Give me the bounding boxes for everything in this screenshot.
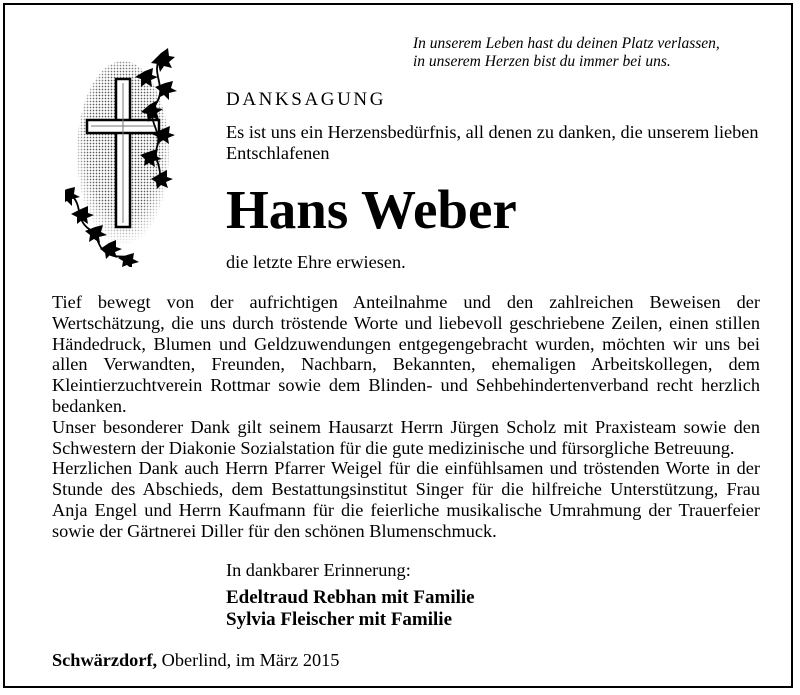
remembrance-line: In dankbarer Erinnerung: xyxy=(226,560,411,580)
place-date xyxy=(52,650,339,671)
place-rest: Oberlind, im März 2015 xyxy=(157,650,340,670)
honor-text: die letzte Ehre erwiesen. xyxy=(226,252,406,272)
motto-line-2: in unserem Herzen bist du immer bei uns. xyxy=(413,53,671,70)
cross-with-ivy-icon xyxy=(65,43,177,267)
heading-danksagung: DANKSAGUNG xyxy=(226,89,387,110)
deceased-name: Hans Weber xyxy=(226,179,517,240)
thanks-paragraph-3: Herzlichen Dank auch Herrn Pfarrer Weigel für die einfühlsamen und tröstenden Worte in der Stunde des Abschieds, dem Bestattungsinstitut Singer für die hilfreiche Unterstützung, Frau Anja Engel und Herrn Kaufmann für die feierliche musikalische Umrahmung der Trauerfeier sowie der Gärtnerei Diller für den schönen Blumenschmuck. xyxy=(52,458,760,541)
signature-block xyxy=(226,587,475,631)
thanks-body xyxy=(52,292,760,542)
place-bold: Schwärzdorf, xyxy=(52,650,158,670)
thanks-paragraph-2: Unser besonderer Dank gilt seinem Hausarzt Herrn Jürgen Scholz mit Praxisteam sowie den Schwestern der Diakonie Sozialstation für die gute medizinische und fürsorgliche Betreuung. xyxy=(52,416,760,458)
signature-2: Sylvia Fleischer mit Familie xyxy=(226,609,453,630)
motto-line-1: In unserem Leben hast du deinen Platz verlassen, xyxy=(413,35,720,52)
signature-1: Edeltraud Rebhan mit Familie xyxy=(226,587,475,608)
motto-verse xyxy=(413,35,783,71)
intro-text: Es ist uns ein Herzensbedürfnis, all denen zu danken, die unserem lieben Entschlafenen xyxy=(226,122,759,163)
thanks-paragraph-1: Tief bewegt von der aufrichtigen Anteilnahme und den zahlreichen Beweisen der Wertschätzung, die uns durch tröstende Worte und liebevoll geschriebene Zeilen, einen stillen Händedruck, Blumen und Geldzuwendungen entgegengebracht wurden, möchten wir uns bei allen Verwandten, Freunden, Nachbarn, Bekannten, ehemaligen Arbeitskollegen, dem Kleintierzuchtverein Rottmar sowie dem Blinden- und Sehbehindertenverband recht herzlich bedanken. xyxy=(52,292,760,416)
obituary-frame xyxy=(3,3,793,688)
